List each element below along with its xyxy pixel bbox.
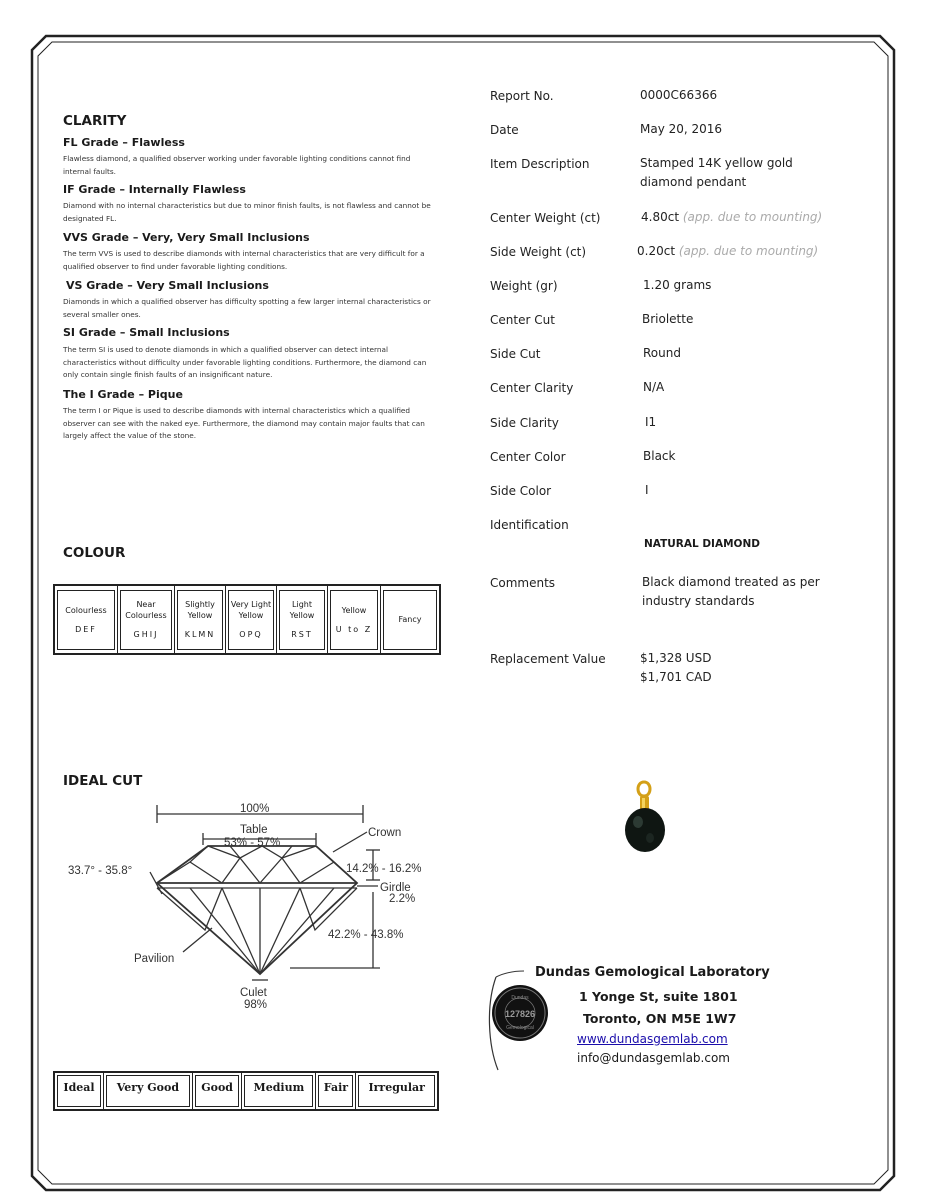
- cut-grade-cell: [242, 1072, 316, 1110]
- side-clarity-value: I1: [645, 415, 657, 429]
- colour-codes: DEF: [75, 624, 97, 634]
- grade-if-desc: Diamond with no internal characteristics but due to minor finish faults, is not flawless and cannot be designated FL.: [63, 201, 431, 223]
- replacement-value: [640, 649, 712, 687]
- colour-name: Slightly Yellow: [185, 600, 215, 620]
- replacement-cad: $1,701 CAD: [640, 670, 712, 684]
- replacement-value-label: Replacement Value: [490, 652, 606, 666]
- side-cut-value: Round: [643, 346, 681, 360]
- ideal-cut-heading: IDEAL CUT: [63, 773, 143, 789]
- comments-line2: industry standards: [642, 594, 755, 608]
- diagram-width-label: 100%: [240, 803, 270, 815]
- svg-text:Gemological: Gemological: [506, 1025, 534, 1031]
- comments-label: Comments: [490, 576, 556, 590]
- weight-gr-value: 1.20 grams: [643, 278, 712, 292]
- cut-grade-cell: [54, 1072, 104, 1110]
- date-label: Date: [490, 123, 519, 137]
- cut-grade-cell: [316, 1072, 356, 1110]
- center-cut-value: Briolette: [642, 312, 694, 326]
- center-color-value: Black: [643, 449, 676, 463]
- cut-grade-label: Ideal: [57, 1075, 101, 1107]
- comments-value: [642, 573, 820, 611]
- side-weight-label: Side Weight (ct): [490, 245, 587, 259]
- diagram-crown-height: 14.2% - 16.2%: [346, 863, 422, 875]
- grade-si-title: SI Grade – Small Inclusions: [63, 326, 230, 339]
- diagram-crown-label: Crown: [368, 827, 402, 839]
- report-no-label: Report No.: [490, 89, 554, 103]
- report-no-value: 0000C66366: [640, 88, 718, 102]
- grade-fl-title: FL Grade – Flawless: [63, 136, 185, 149]
- grade-vvs-desc: The term VVS is used to describe diamonds with internal characteristics that are very difficult for a qualified observer to find under favorable lighting conditions.: [63, 249, 425, 271]
- grade-if-title: IF Grade – Internally Flawless: [63, 183, 246, 196]
- grade-i-desc: The term I or Pique is used to describe diamonds with internal characteristics which a qualified observer can see with the naked eye. Furthermore, the diamond may contain major faults that can largely affect the value of the stone.: [63, 406, 425, 440]
- diamond-proportions-diagram: [68, 795, 422, 1015]
- side-clarity-label: Side Clarity: [490, 416, 559, 430]
- cut-grade-cell: [356, 1072, 438, 1110]
- diagram-pavilion-label: Pavilion: [134, 953, 175, 965]
- cut-grade-label: Fair: [318, 1075, 353, 1107]
- lab-name: Dundas Gemological Laboratory: [535, 965, 770, 980]
- diagram-culet-value: 98%: [244, 999, 268, 1011]
- colour-cell: [54, 585, 118, 654]
- center-weight-value: [641, 208, 822, 227]
- lab-website-link[interactable]: www.dundasgemlab.com: [577, 1032, 728, 1046]
- colour-name: Yellow: [341, 605, 367, 615]
- colour-cell: [328, 585, 381, 654]
- center-clarity-value: N/A: [643, 380, 665, 394]
- cut-grade-label: Good: [195, 1075, 240, 1107]
- diagram-pavilion-depth: 42.2% - 43.8%: [328, 929, 404, 941]
- center-cut-label: Center Cut: [490, 313, 555, 327]
- lab-address-line1: 1 Yonge St, suite 1801: [579, 989, 738, 1004]
- side-weight-note: (app. due to mounting): [678, 244, 819, 258]
- colour-cell: [226, 585, 277, 654]
- colour-codes: RST: [291, 630, 313, 639]
- item-description-label: Item Description: [490, 157, 590, 171]
- colour-codes: GHIJ: [133, 630, 159, 639]
- side-cut-label: Side Cut: [490, 347, 541, 361]
- colour-name: Colourless: [65, 605, 107, 615]
- center-weight-label: Center Weight (ct): [490, 211, 601, 225]
- cut-grade-cell: [104, 1072, 193, 1110]
- lab-email: info@dundasgemlab.com: [577, 1051, 730, 1065]
- item-description-value: [640, 154, 793, 192]
- diagram-girdle-value: 2.2%: [389, 893, 416, 905]
- clarity-heading: CLARITY: [63, 113, 127, 129]
- grade-fl-desc: Flawless diamond, a qualified observer working under favorable lighting conditions cannot find internal faults.: [63, 154, 411, 176]
- center-color-label: Center Color: [490, 450, 566, 464]
- grade-i-title: The I Grade – Pique: [63, 388, 183, 401]
- colour-name: Light Yellow: [289, 600, 315, 620]
- grade-si-desc: The term SI is used to denote diamonds in which a qualified observer can detect internal characteristics without difficulty under favorable lighting conditions. Furthermore, the diamond can only contain single finish faults of an insignificant nature.: [63, 345, 427, 379]
- colour-heading: COLOUR: [63, 545, 126, 561]
- identification-label: Identification: [490, 518, 569, 532]
- colour-name: Near Colourless: [125, 600, 167, 620]
- cut-grade-label: Very Good: [106, 1075, 190, 1107]
- cut-grade-cell: [192, 1072, 242, 1110]
- identification-value: NATURAL DIAMOND: [644, 538, 760, 550]
- cut-grade-table: [53, 1071, 439, 1111]
- center-weight: 4.80ct: [641, 210, 680, 224]
- diagram-culet-label: Culet: [240, 987, 267, 999]
- comments-line1: Black diamond treated as per: [642, 575, 820, 589]
- grade-vs-desc: Diamonds in which a qualified observer has difficulty spotting a few larger internal characteristics or several smaller ones.: [63, 297, 431, 319]
- diagram-table-label: Table: [240, 824, 268, 836]
- cut-grade-label: Irregular: [358, 1075, 435, 1107]
- lab-seal-logo: [484, 965, 556, 1075]
- svg-text:127826: 127826: [504, 1009, 536, 1019]
- colour-codes: KLMN: [184, 630, 216, 639]
- diagram-girdle-label: Girdle: [380, 882, 411, 894]
- item-description-line1: Stamped 14K yellow gold: [640, 156, 793, 170]
- pendant-photo: [614, 778, 674, 858]
- lab-address-line2: Toronto, ON M5E 1W7: [583, 1011, 737, 1026]
- replacement-usd: $1,328 USD: [640, 651, 712, 665]
- colour-scale-table: [53, 584, 441, 655]
- colour-cell: [381, 585, 441, 654]
- colour-name: Fancy: [398, 615, 422, 624]
- grade-vs-title: VS Grade – Very Small Inclusions: [66, 279, 269, 292]
- side-weight: 0.20ct: [637, 244, 676, 258]
- colour-codes: OPQ: [239, 630, 263, 639]
- colour-name: Very Light Yellow: [230, 600, 272, 620]
- side-color-value: I: [645, 483, 649, 497]
- date-value: May 20, 2016: [640, 122, 723, 136]
- colour-cell: [118, 585, 175, 654]
- svg-text:Dundas: Dundas: [511, 995, 529, 1001]
- colour-codes: U to Z: [335, 624, 373, 634]
- item-description-line2: diamond pendant: [640, 175, 747, 189]
- colour-cell: [277, 585, 328, 654]
- side-color-label: Side Color: [490, 484, 552, 498]
- weight-gr-label: Weight (gr): [490, 279, 558, 293]
- center-weight-note: (app. due to mounting): [682, 210, 823, 224]
- cut-grade-label: Medium: [244, 1075, 313, 1107]
- colour-cell: [175, 585, 226, 654]
- center-clarity-label: Center Clarity: [490, 381, 574, 395]
- side-weight-value: [637, 242, 818, 261]
- diagram-table-range: 53% - 57%: [224, 837, 281, 849]
- diagram-crown-angle: 33.7° - 35.8°: [68, 865, 133, 877]
- grade-vvs-title: VVS Grade – Very, Very Small Inclusions: [63, 231, 310, 244]
